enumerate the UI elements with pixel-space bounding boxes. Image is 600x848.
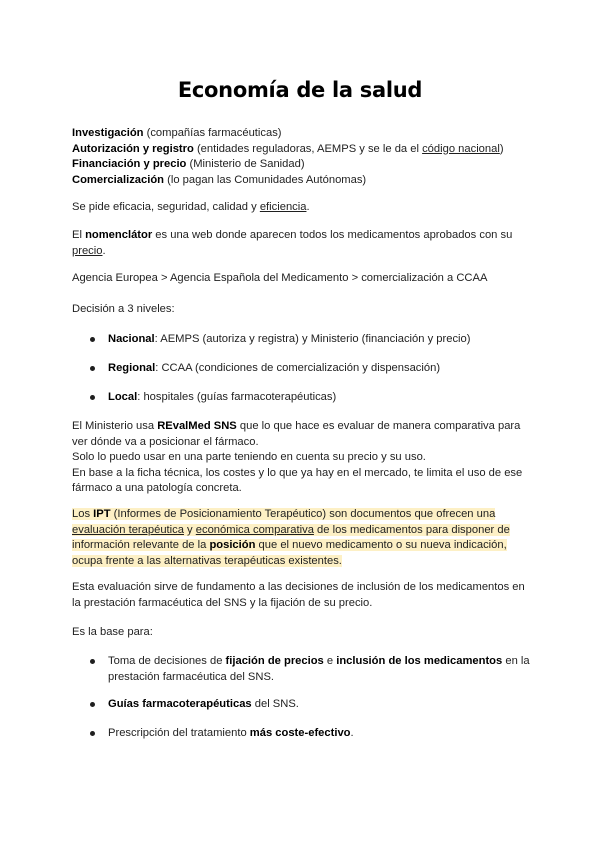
level-detail: : AEMPS (autoriza y registra) y Ministerio (financiación y precio) [154,333,471,345]
eficiencia-link[interactable]: eficiencia [259,201,307,213]
paragraph-text: Es la base para: [72,626,153,638]
item-text: en la [502,655,530,667]
paragraph-text: El [72,229,86,241]
item-bold: fijación de precios [225,655,324,667]
paragraph-text: Decisión a 3 niveles: [72,303,175,315]
ipt-paragraph [72,507,532,569]
paragraph-text: (Informes de Posicionamiento Terapéutico) son documentos que ofrecen una [110,508,496,520]
posicion-term: posición [209,539,256,551]
bullet-icon [90,366,95,371]
item-text: e [323,655,337,667]
paragraph-text: de los medicamentos para disponer de [313,523,510,536]
level-label: Nacional [108,333,155,345]
item-text: . [350,727,354,739]
paragraph-text: En base a la ficha técnica, los costes y lo que ya hay en el mercado, te limita el uso de ese [72,466,523,479]
level-detail: : CCAA (condiciones de comercialización y dispensación) [155,362,441,374]
nomenclator-term: nomenclátor [85,229,153,241]
page-title: Economía de la salud [177,78,423,102]
stage-label: Autorización y registro [72,142,194,155]
stage-detail: (Ministerio de Sanidad) [186,158,305,170]
codigo-nacional-link[interactable]: código nacional [422,142,500,155]
item-text: del SNS. [251,698,299,710]
stage-line [72,142,532,158]
economica-comparativa-link[interactable]: económica comparativa [195,523,314,536]
stages-list [72,126,532,188]
bullet-icon [90,395,95,400]
paragraph-text: que el nuevo medicamento o su nueva indicación, [255,539,507,551]
item-bold: más coste-efectivo [249,727,351,739]
paragraph-text: ver dónde va a posicionar el fármaco. [72,435,259,448]
bullet-icon [90,659,95,664]
paragraph-text: . [306,201,310,213]
paragraph-text: fármaco a una patología concreta. [72,482,242,494]
paragraph-text: que lo que hace es evaluar de manera comparativa para [236,420,521,432]
paragraph-text: Esta evaluación sirve de fundamento a las decisiones de inclusión de los medicamentos en [72,581,525,593]
nomenclator-paragraph [72,228,532,259]
paragraph-text: Solo lo puedo usar en una parte teniendo en cuenta su precio y su uso. [72,451,426,463]
stage-detail: (compañías farmacéuticas) [143,127,282,139]
level-label: Local [108,391,138,403]
bullet-icon [90,702,95,707]
paragraph-text: . [102,244,106,257]
agency-chain [72,271,532,287]
bullet-icon [90,337,95,342]
item-text: Prescripción del tratamiento [108,727,250,739]
paragraph-text: ocupa frente a las alternativas terapéuticas existentes. [72,554,342,567]
evaluation-paragraph [72,580,532,611]
ipt-term: IPT [93,508,111,520]
revalmed-paragraph [72,419,532,497]
requirements-paragraph [72,200,532,216]
level-label: Regional [108,362,156,374]
stage-label: Investigación [72,127,144,139]
paragraph-text: El Ministerio usa [72,420,158,432]
item-bold: Guías farmacoterapéuticas [108,698,252,710]
paragraph-text: la prestación farmacéutica del SNS y la fijación de su precio. [72,596,373,609]
stage-detail: (lo pagan las Comunidades Autónomas) [164,173,367,186]
revalmed-term: REvalMed SNS [157,420,237,432]
basis-intro [72,625,532,641]
paragraph-text: es una web donde aparecen todos los medicamentos aprobados con su [152,229,513,241]
stage-line [72,126,532,142]
stage-detail: ) [499,142,504,155]
precio-link[interactable]: precio [72,244,103,257]
bullet-icon [90,731,95,736]
stage-line [72,173,532,189]
item-text: Toma de decisiones de [108,655,226,667]
paragraph-text: información relevante de la [72,539,210,551]
level-detail: : hospitales (guías farmacoterapéuticas) [137,391,337,403]
levels-intro [72,302,532,318]
item-text: prestación farmacéutica del SNS. [108,670,275,683]
stage-label: Financiación y precio [72,158,187,170]
evaluacion-terapeutica-link[interactable]: evaluación terapéutica [72,523,184,536]
stage-line [72,157,532,173]
stage-detail: (entidades reguladoras, AEMPS y se le da el [193,142,423,155]
stage-label: Comercialización [72,173,165,186]
paragraph-text: Los [72,508,94,520]
paragraph-text: y [183,523,196,536]
chain-text: Agencia Europea > Agencia Española del Medicamento > comercialización a CCAA [72,272,488,284]
paragraph-text: Se pide eficacia, seguridad, calidad y [72,201,260,213]
item-bold: inclusión de los medicamentos [336,655,503,667]
